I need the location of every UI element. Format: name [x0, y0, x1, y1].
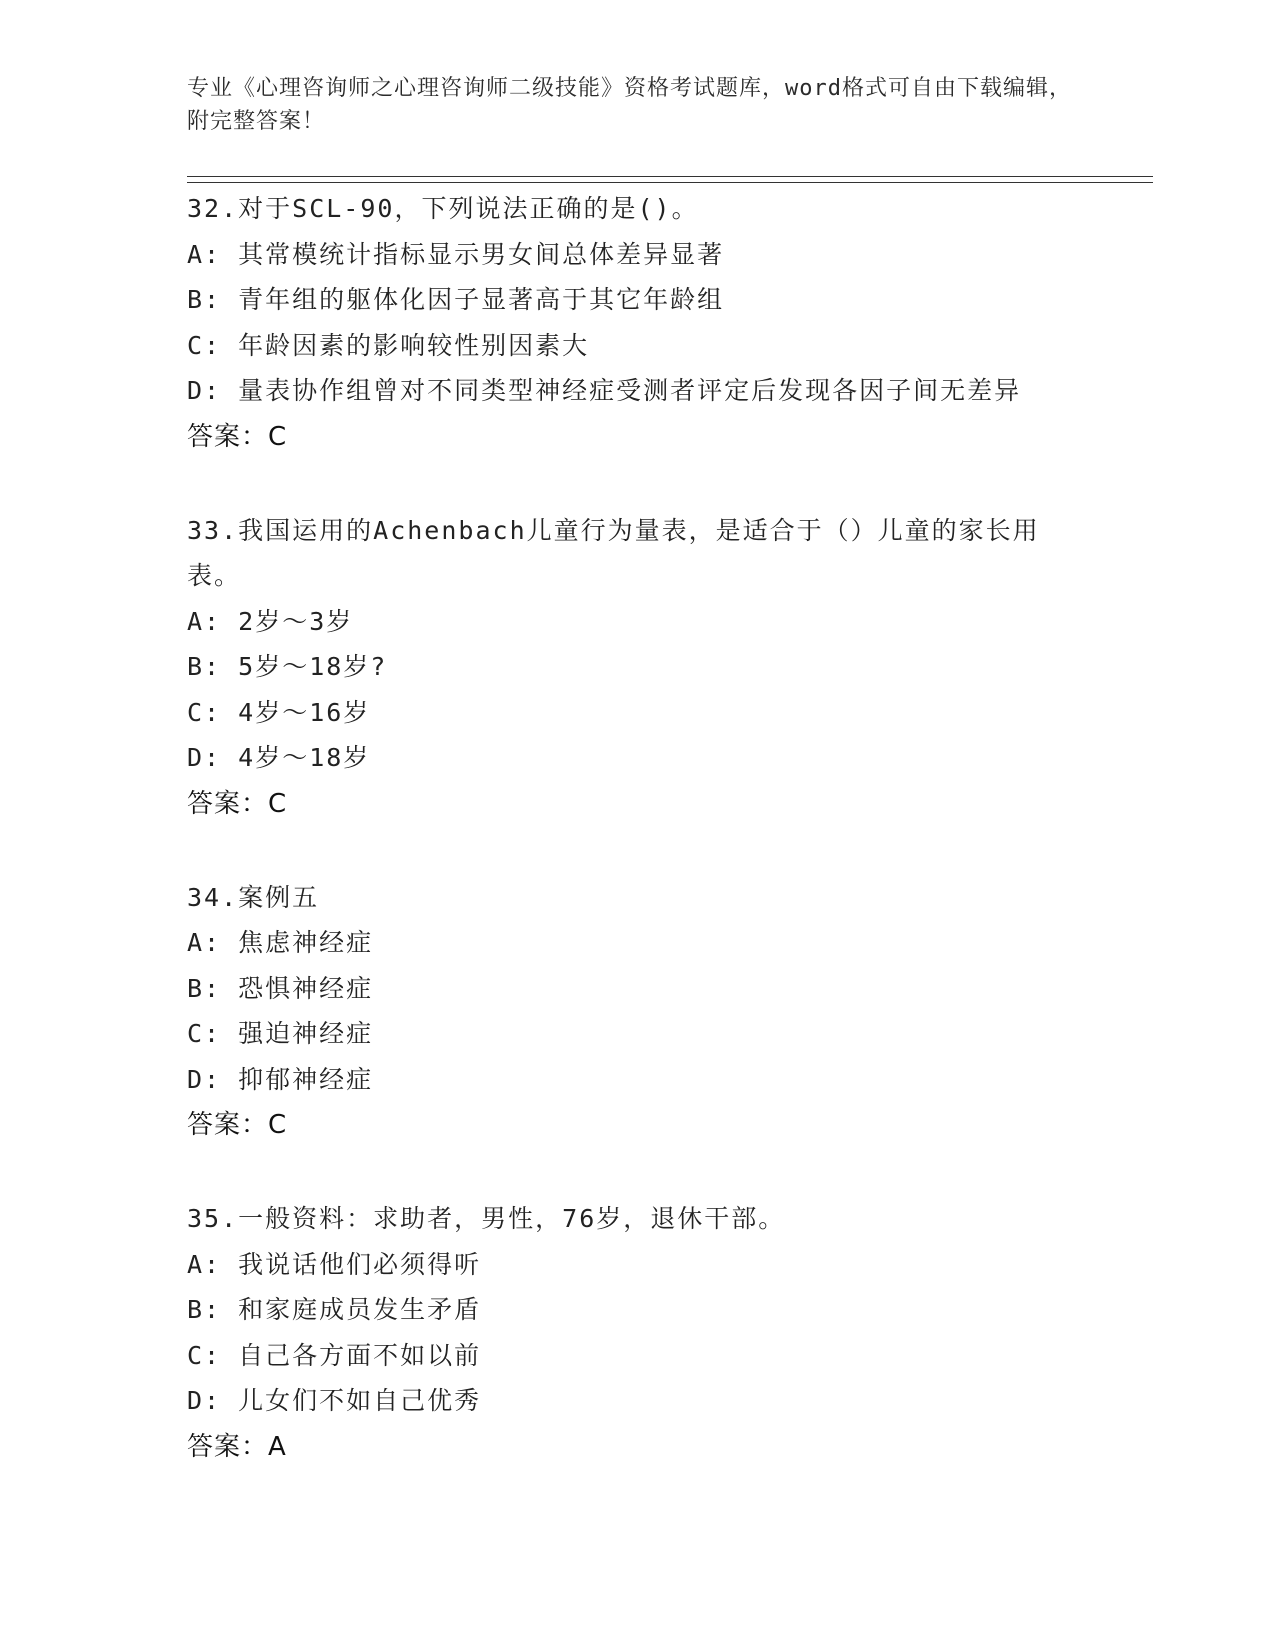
option-c: C: 自己各方面不如以前: [187, 1340, 482, 1370]
question-35: [187, 1196, 1107, 1470]
option-a: A: 焦虑神经症: [187, 928, 374, 957]
option-a: A: 其常模统计指标显示男女间总体差异显著: [187, 239, 725, 269]
question-stem: 35.一般资料：求助者，男性，76岁，退休干部。: [187, 1204, 786, 1233]
option-a: A: 我说话他们必须得听: [187, 1249, 482, 1279]
option-d: D: 儿女们不如自己优秀: [187, 1386, 482, 1415]
question-33: [187, 508, 1107, 827]
option-a: A: 2岁～3岁: [187, 606, 354, 636]
header-divider: [187, 176, 1153, 183]
question-stem: 34.案例五: [187, 882, 320, 912]
question-stem: 32.对于SCL-90，下列说法正确的是()。: [187, 194, 699, 223]
option-c: C: 年龄因素的影响较性别因素大: [187, 330, 590, 360]
option-d: D: 4岁～18岁: [187, 743, 371, 772]
option-c: C: 4岁～16岁: [187, 697, 371, 727]
answer-text: 答案：C: [187, 421, 288, 452]
option-b: B: 青年组的躯体化因子显著高于其它年龄组: [187, 285, 725, 314]
answer-text: 答案：A: [187, 1431, 287, 1462]
option-d: D: 量表协作组曾对不同类型神经症受测者评定后发现各因子间无差异: [187, 376, 1022, 405]
question-list: [187, 186, 1107, 1470]
document-header: 专业《心理咨询师之心理咨询师二级技能》资格考试题库，word格式可自由下载编辑，附完整答案！: [187, 76, 1072, 134]
option-b: B: 5岁～18岁?: [187, 652, 388, 681]
question-32: [187, 186, 1107, 460]
answer-text: 答案：C: [187, 1110, 288, 1140]
option-d: D: 抑郁神经症: [187, 1064, 374, 1094]
option-c: C: 强迫神经症: [187, 1019, 374, 1048]
answer-text: 答案：C: [187, 788, 288, 819]
question-stem: 33.我国运用的Achenbach儿童行为量表，是适合于（）儿童的家长用表。: [187, 515, 1040, 590]
option-b: B: 恐惧神经症: [187, 973, 374, 1003]
option-b: B: 和家庭成员发生矛盾: [187, 1295, 482, 1324]
question-34: [187, 875, 1107, 1149]
